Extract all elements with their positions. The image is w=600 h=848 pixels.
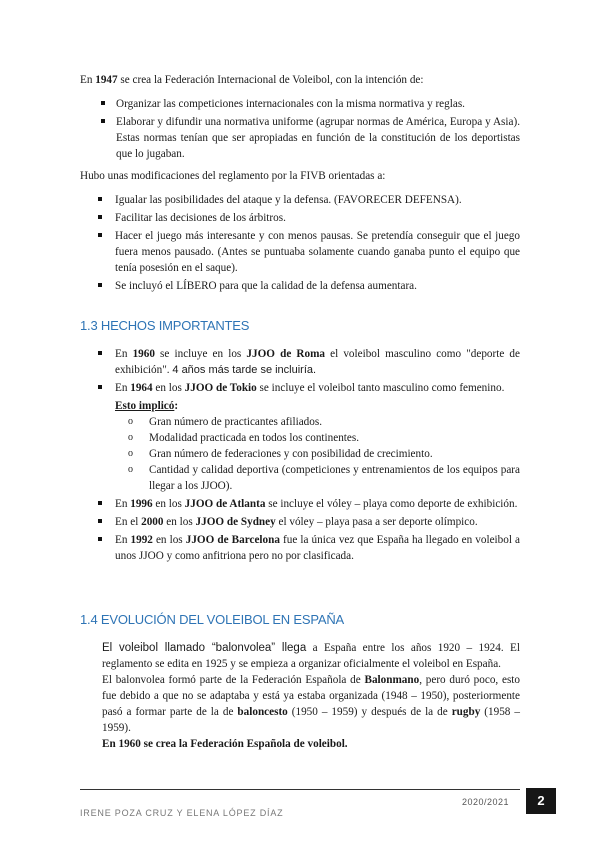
implied-sublist — [115, 414, 520, 494]
intro-pre: En — [80, 74, 96, 86]
fivb-lead: Hubo unas modificaciones del reglamento por la FIVB orientadas a: — [80, 170, 386, 182]
footer-divider — [80, 789, 520, 790]
fact-item-1964: En 1964 en los JJOO de Tokio se incluye el voleibol tanto masculino como femenino. Esto implicó: o Gran número de practicantes afiliados. o Modalidad practicada en todos los continentes. o Gran número de federaciones y con posibilidad de crecimiento. o Cantidad y calidad deportiva (competiciones y entrenamientos de los equipos para llegar a los JJOO). — [80, 380, 520, 494]
footer-year: 2020/2021 — [462, 797, 510, 807]
list-item: Se incluyó el LÍBERO para que la calidad de la defensa aumentara. — [80, 278, 520, 294]
fivb-list — [80, 192, 520, 296]
page-number: 2 — [526, 788, 556, 814]
sub-list-item: o Cantidad y calidad deportiva (competiciones y entrenamientos de los equipos para llegar a los JJOO). — [113, 462, 520, 494]
list-item: Facilitar las decisiones de los árbitros. — [80, 210, 520, 226]
intro-year: 1947 — [95, 74, 118, 86]
evolution-p1: El voleibol llamado “balonvolea” llega a España entre los años 1920 – 1924. El reglamento se edita en 1925 y se empieza a organizar oficialmente el voleibol en España. — [102, 642, 520, 670]
sub-list-item: o Gran número de practicantes afiliados. — [113, 414, 520, 430]
fact-item-2000: En el 2000 en los JJOO de Sydney el vóley – playa pasa a ser deporte olímpico. — [80, 514, 520, 530]
intro-list — [80, 96, 520, 164]
sub-list-item: o Modalidad practicada en todos los continentes. — [113, 430, 520, 446]
evolution-p2: El balonvolea formó parte de la Federación Española de Balonmano, pero duró poco, esto fue debido a que no se adaptaba y está ya estaba organizada (1948 – 1950), posteriormente pasó a formar parte de la de baloncesto (1950 – 1959) y después de la de rugby (1958 – 1959). — [102, 674, 520, 734]
list-item: Elaborar y difundir una normativa uniforme (agrupar normas de América, Europa y Asia). Estas normas tenían que ser apropiadas en función de la constitución de los deportistas que lo jugaban. — [80, 114, 520, 162]
section-heading-1-4: 1.4 EVOLUCIÓN DEL VOLEIBOL EN ESPAÑA — [80, 612, 344, 627]
footer-authors: IRENE POZA CRUZ Y ELENA LÓPEZ DÍAZ — [80, 808, 284, 818]
fact-item-1996: En 1996 en los JJOO de Atlanta se incluye el vóley – playa como deporte de exhibición. — [80, 496, 520, 512]
intro-text: se crea la Federación Internacional de Voleibol, con la intención de: — [117, 74, 424, 86]
fact-item-1960: En 1960 se incluye en los JJOO de Roma el voleibol masculino como "deporte de exhibición". 4 años más tarde se incluiría. — [80, 346, 520, 378]
list-item: Hacer el juego más interesante y con menos pausas. Se pretendía conseguir que el juego fuera menos pausado. (Antes se puntuaba solamente cuando ganaba punto el equipo que tenía posesión en el saque). — [80, 228, 520, 276]
intro-paragraph — [80, 72, 520, 88]
sub-list-item: o Gran número de federaciones y con posibilidad de crecimiento. — [113, 446, 520, 462]
evolution-text — [102, 640, 520, 752]
implied-label: Esto implicó: — [115, 400, 179, 412]
facts-list — [80, 346, 520, 566]
list-item: Igualar las posibilidades del ataque y la defensa. (FAVORECER DEFENSA). — [80, 192, 520, 208]
fact-item-1992: En 1992 en los JJOO de Barcelona fue la única vez que España ha llegado en voleibol a unos JJOO y como anfitriona pero no por clasificada. — [80, 532, 520, 564]
list-item: Organizar las competiciones internacionales con la misma normativa y reglas. — [80, 96, 520, 112]
section-heading-1-3: 1.3 HECHOS IMPORTANTES — [80, 318, 250, 333]
evolution-p3: En 1960 se crea la Federación Española de voleibol. — [102, 738, 348, 750]
fact-tail: 4 años más tarde se incluiría. — [172, 364, 317, 376]
